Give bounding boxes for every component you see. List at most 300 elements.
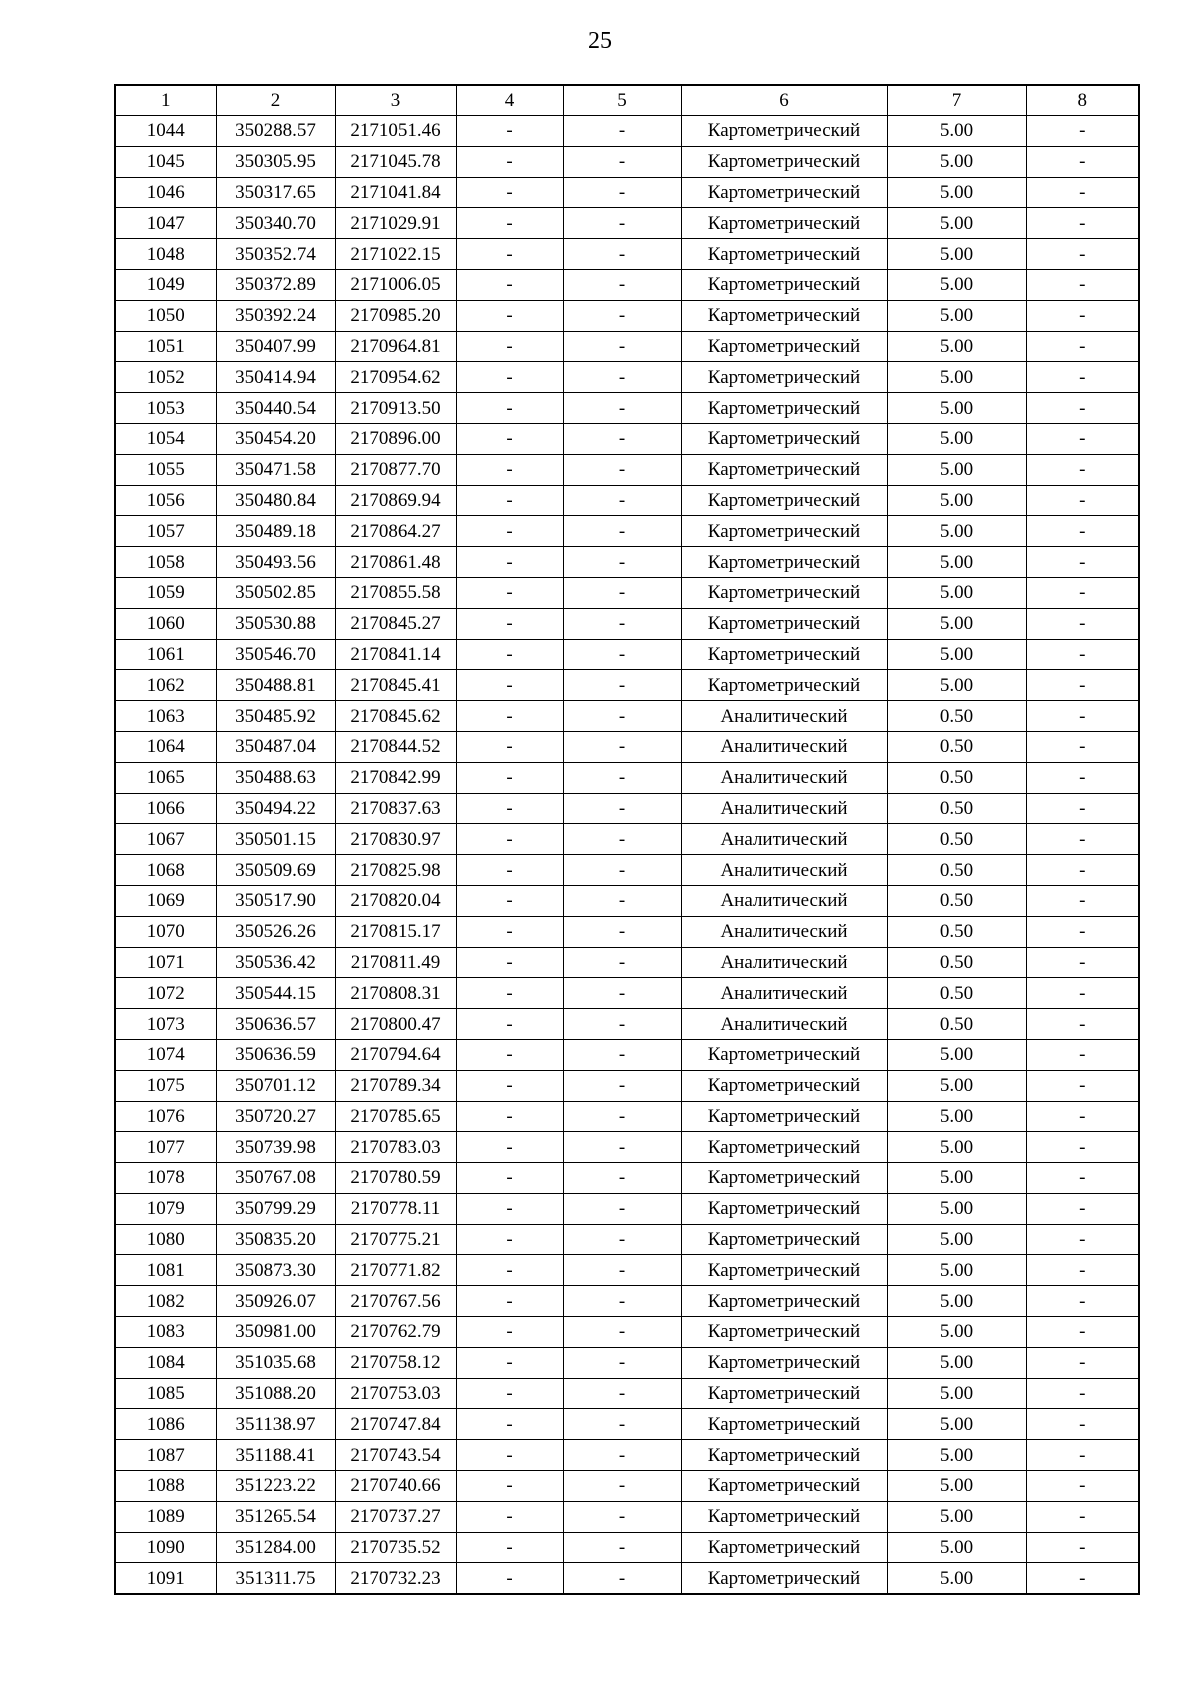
point-number-cell: 1047	[115, 208, 216, 239]
x-coordinate-cell: 351311.75	[216, 1563, 335, 1594]
accuracy-cell: 5.00	[887, 393, 1026, 424]
table-row	[115, 1347, 1139, 1378]
point-number-cell: 1052	[115, 362, 216, 393]
y-coordinate-cell: 2170808.31	[335, 978, 456, 1009]
table-row	[115, 116, 1139, 147]
column-header: 2	[216, 85, 335, 116]
column-8-cell: -	[1026, 978, 1139, 1009]
column-5-cell: -	[563, 331, 681, 362]
column-8-cell: -	[1026, 731, 1139, 762]
y-coordinate-cell: 2170735.52	[335, 1532, 456, 1563]
table-row	[115, 454, 1139, 485]
column-5-cell: -	[563, 639, 681, 670]
y-coordinate-cell: 2170783.03	[335, 1132, 456, 1163]
accuracy-cell: 5.00	[887, 208, 1026, 239]
method-cell: Картометрический	[681, 1409, 887, 1440]
column-5-cell: -	[563, 1563, 681, 1594]
point-number-cell: 1064	[115, 731, 216, 762]
table-row	[115, 300, 1139, 331]
x-coordinate-cell: 350487.04	[216, 731, 335, 762]
column-5-cell: -	[563, 855, 681, 886]
accuracy-cell: 5.00	[887, 1193, 1026, 1224]
column-header: 4	[456, 85, 563, 116]
column-8-cell: -	[1026, 885, 1139, 916]
table-row	[115, 916, 1139, 947]
column-5-cell: -	[563, 824, 681, 855]
column-8-cell: -	[1026, 1039, 1139, 1070]
y-coordinate-cell: 2170845.27	[335, 608, 456, 639]
method-cell: Картометрический	[681, 1440, 887, 1471]
column-4-cell: -	[456, 208, 563, 239]
point-number-cell: 1062	[115, 670, 216, 701]
method-cell: Аналитический	[681, 824, 887, 855]
column-8-cell: -	[1026, 423, 1139, 454]
column-4-cell: -	[456, 1563, 563, 1594]
point-number-cell: 1068	[115, 855, 216, 886]
column-5-cell: -	[563, 1193, 681, 1224]
table-row	[115, 1163, 1139, 1194]
column-8-cell: -	[1026, 516, 1139, 547]
method-cell: Аналитический	[681, 701, 887, 732]
method-cell: Картометрический	[681, 208, 887, 239]
accuracy-cell: 0.50	[887, 1009, 1026, 1040]
y-coordinate-cell: 2170845.62	[335, 701, 456, 732]
y-coordinate-cell: 2171029.91	[335, 208, 456, 239]
point-number-cell: 1080	[115, 1224, 216, 1255]
method-cell: Картометрический	[681, 1255, 887, 1286]
y-coordinate-cell: 2171051.46	[335, 116, 456, 147]
column-5-cell: -	[563, 177, 681, 208]
point-number-cell: 1061	[115, 639, 216, 670]
accuracy-cell: 0.50	[887, 855, 1026, 886]
point-number-cell: 1083	[115, 1317, 216, 1348]
point-number-cell: 1058	[115, 547, 216, 578]
column-8-cell: -	[1026, 577, 1139, 608]
column-5-cell: -	[563, 1317, 681, 1348]
accuracy-cell: 5.00	[887, 1224, 1026, 1255]
column-8-cell: -	[1026, 1255, 1139, 1286]
point-number-cell: 1075	[115, 1070, 216, 1101]
x-coordinate-cell: 350317.65	[216, 177, 335, 208]
column-5-cell: -	[563, 793, 681, 824]
y-coordinate-cell: 2170794.64	[335, 1039, 456, 1070]
table-row	[115, 1039, 1139, 1070]
accuracy-cell: 5.00	[887, 1255, 1026, 1286]
column-5-cell: -	[563, 362, 681, 393]
point-number-cell: 1076	[115, 1101, 216, 1132]
accuracy-cell: 5.00	[887, 1563, 1026, 1594]
x-coordinate-cell: 350414.94	[216, 362, 335, 393]
accuracy-cell: 0.50	[887, 978, 1026, 1009]
point-number-cell: 1072	[115, 978, 216, 1009]
x-coordinate-cell: 351138.97	[216, 1409, 335, 1440]
table-row	[115, 608, 1139, 639]
x-coordinate-cell: 351035.68	[216, 1347, 335, 1378]
point-number-cell: 1091	[115, 1563, 216, 1594]
column-8-cell: -	[1026, 824, 1139, 855]
accuracy-cell: 0.50	[887, 824, 1026, 855]
point-number-cell: 1077	[115, 1132, 216, 1163]
method-cell: Картометрический	[681, 1471, 887, 1502]
column-4-cell: -	[456, 1440, 563, 1471]
y-coordinate-cell: 2170771.82	[335, 1255, 456, 1286]
column-8-cell: -	[1026, 608, 1139, 639]
table-row	[115, 393, 1139, 424]
column-4-cell: -	[456, 1286, 563, 1317]
column-header: 6	[681, 85, 887, 116]
column-8-cell: -	[1026, 331, 1139, 362]
method-cell: Аналитический	[681, 947, 887, 978]
table-row	[115, 577, 1139, 608]
accuracy-cell: 5.00	[887, 1101, 1026, 1132]
x-coordinate-cell: 350873.30	[216, 1255, 335, 1286]
x-coordinate-cell: 350739.98	[216, 1132, 335, 1163]
column-8-cell: -	[1026, 1317, 1139, 1348]
y-coordinate-cell: 2170800.47	[335, 1009, 456, 1040]
point-number-cell: 1081	[115, 1255, 216, 1286]
coordinates-table	[114, 84, 1140, 1595]
column-4-cell: -	[456, 269, 563, 300]
accuracy-cell: 0.50	[887, 793, 1026, 824]
column-8-cell: -	[1026, 916, 1139, 947]
point-number-cell: 1057	[115, 516, 216, 547]
method-cell: Картометрический	[681, 423, 887, 454]
y-coordinate-cell: 2170954.62	[335, 362, 456, 393]
column-8-cell: -	[1026, 1101, 1139, 1132]
x-coordinate-cell: 350767.08	[216, 1163, 335, 1194]
x-coordinate-cell: 350392.24	[216, 300, 335, 331]
column-5-cell: -	[563, 300, 681, 331]
y-coordinate-cell: 2170913.50	[335, 393, 456, 424]
column-5-cell: -	[563, 1255, 681, 1286]
column-8-cell: -	[1026, 1501, 1139, 1532]
y-coordinate-cell: 2170896.00	[335, 423, 456, 454]
y-coordinate-cell: 2170830.97	[335, 824, 456, 855]
accuracy-cell: 5.00	[887, 516, 1026, 547]
column-4-cell: -	[456, 1409, 563, 1440]
column-4-cell: -	[456, 639, 563, 670]
table-row	[115, 1132, 1139, 1163]
method-cell: Картометрический	[681, 485, 887, 516]
table-row	[115, 639, 1139, 670]
point-number-cell: 1066	[115, 793, 216, 824]
column-4-cell: -	[456, 1193, 563, 1224]
method-cell: Картометрический	[681, 547, 887, 578]
method-cell: Картометрический	[681, 1224, 887, 1255]
method-cell: Картометрический	[681, 1101, 887, 1132]
column-4-cell: -	[456, 116, 563, 147]
y-coordinate-cell: 2170845.41	[335, 670, 456, 701]
x-coordinate-cell: 350981.00	[216, 1317, 335, 1348]
column-8-cell: -	[1026, 947, 1139, 978]
point-number-cell: 1060	[115, 608, 216, 639]
accuracy-cell: 0.50	[887, 731, 1026, 762]
y-coordinate-cell: 2170789.34	[335, 1070, 456, 1101]
x-coordinate-cell: 350517.90	[216, 885, 335, 916]
column-5-cell: -	[563, 762, 681, 793]
column-4-cell: -	[456, 1532, 563, 1563]
method-cell: Картометрический	[681, 1132, 887, 1163]
column-8-cell: -	[1026, 1163, 1139, 1194]
column-4-cell: -	[456, 300, 563, 331]
x-coordinate-cell: 350489.18	[216, 516, 335, 547]
method-cell: Картометрический	[681, 1501, 887, 1532]
point-number-cell: 1048	[115, 239, 216, 270]
point-number-cell: 1050	[115, 300, 216, 331]
column-8-cell: -	[1026, 269, 1139, 300]
column-4-cell: -	[456, 146, 563, 177]
y-coordinate-cell: 2170767.56	[335, 1286, 456, 1317]
table-row	[115, 1532, 1139, 1563]
column-8-cell: -	[1026, 639, 1139, 670]
column-4-cell: -	[456, 1163, 563, 1194]
accuracy-cell: 5.00	[887, 485, 1026, 516]
table-row	[115, 824, 1139, 855]
column-4-cell: -	[456, 824, 563, 855]
column-4-cell: -	[456, 423, 563, 454]
column-5-cell: -	[563, 1409, 681, 1440]
column-4-cell: -	[456, 1132, 563, 1163]
x-coordinate-cell: 350494.22	[216, 793, 335, 824]
column-4-cell: -	[456, 608, 563, 639]
column-5-cell: -	[563, 577, 681, 608]
column-8-cell: -	[1026, 1193, 1139, 1224]
column-5-cell: -	[563, 701, 681, 732]
accuracy-cell: 5.00	[887, 1039, 1026, 1070]
y-coordinate-cell: 2170877.70	[335, 454, 456, 485]
x-coordinate-cell: 350493.56	[216, 547, 335, 578]
column-header: 3	[335, 85, 456, 116]
column-5-cell: -	[563, 670, 681, 701]
accuracy-cell: 5.00	[887, 608, 1026, 639]
column-8-cell: -	[1026, 701, 1139, 732]
point-number-cell: 1053	[115, 393, 216, 424]
table-row	[115, 1317, 1139, 1348]
method-cell: Аналитический	[681, 885, 887, 916]
column-4-cell: -	[456, 1378, 563, 1409]
table-row	[115, 855, 1139, 886]
column-8-cell: -	[1026, 1378, 1139, 1409]
y-coordinate-cell: 2170747.84	[335, 1409, 456, 1440]
column-5-cell: -	[563, 885, 681, 916]
method-cell: Картометрический	[681, 146, 887, 177]
column-5-cell: -	[563, 1532, 681, 1563]
column-4-cell: -	[456, 547, 563, 578]
y-coordinate-cell: 2170844.52	[335, 731, 456, 762]
column-5-cell: -	[563, 547, 681, 578]
point-number-cell: 1065	[115, 762, 216, 793]
table-row	[115, 1009, 1139, 1040]
accuracy-cell: 5.00	[887, 1532, 1026, 1563]
table-row	[115, 670, 1139, 701]
x-coordinate-cell: 350546.70	[216, 639, 335, 670]
x-coordinate-cell: 350530.88	[216, 608, 335, 639]
point-number-cell: 1074	[115, 1039, 216, 1070]
table-row	[115, 1286, 1139, 1317]
accuracy-cell: 0.50	[887, 916, 1026, 947]
column-4-cell: -	[456, 1347, 563, 1378]
column-4-cell: -	[456, 670, 563, 701]
method-cell: Картометрический	[681, 300, 887, 331]
column-4-cell: -	[456, 1501, 563, 1532]
x-coordinate-cell: 351088.20	[216, 1378, 335, 1409]
x-coordinate-cell: 350352.74	[216, 239, 335, 270]
method-cell: Картометрический	[681, 269, 887, 300]
column-4-cell: -	[456, 239, 563, 270]
y-coordinate-cell: 2170869.94	[335, 485, 456, 516]
x-coordinate-cell: 350288.57	[216, 116, 335, 147]
x-coordinate-cell: 350536.42	[216, 947, 335, 978]
table-row	[115, 1255, 1139, 1286]
point-number-cell: 1054	[115, 423, 216, 454]
table-row	[115, 146, 1139, 177]
table-header-row	[115, 85, 1139, 116]
point-number-cell: 1089	[115, 1501, 216, 1532]
y-coordinate-cell: 2170753.03	[335, 1378, 456, 1409]
column-8-cell: -	[1026, 146, 1139, 177]
accuracy-cell: 5.00	[887, 1286, 1026, 1317]
y-coordinate-cell: 2170825.98	[335, 855, 456, 886]
x-coordinate-cell: 350636.57	[216, 1009, 335, 1040]
column-5-cell: -	[563, 1101, 681, 1132]
x-coordinate-cell: 350835.20	[216, 1224, 335, 1255]
column-8-cell: -	[1026, 1070, 1139, 1101]
column-4-cell: -	[456, 1009, 563, 1040]
method-cell: Картометрический	[681, 1532, 887, 1563]
point-number-cell: 1079	[115, 1193, 216, 1224]
column-4-cell: -	[456, 885, 563, 916]
x-coordinate-cell: 350799.29	[216, 1193, 335, 1224]
point-number-cell: 1071	[115, 947, 216, 978]
x-coordinate-cell: 350526.26	[216, 916, 335, 947]
point-number-cell: 1069	[115, 885, 216, 916]
x-coordinate-cell: 351284.00	[216, 1532, 335, 1563]
point-number-cell: 1049	[115, 269, 216, 300]
column-header: 5	[563, 85, 681, 116]
y-coordinate-cell: 2171022.15	[335, 239, 456, 270]
method-cell: Картометрический	[681, 116, 887, 147]
column-header: 1	[115, 85, 216, 116]
accuracy-cell: 5.00	[887, 362, 1026, 393]
table-row	[115, 177, 1139, 208]
y-coordinate-cell: 2170811.49	[335, 947, 456, 978]
x-coordinate-cell: 351188.41	[216, 1440, 335, 1471]
x-coordinate-cell: 351223.22	[216, 1471, 335, 1502]
table-row	[115, 239, 1139, 270]
column-5-cell: -	[563, 731, 681, 762]
method-cell: Картометрический	[681, 454, 887, 485]
x-coordinate-cell: 351265.54	[216, 1501, 335, 1532]
column-5-cell: -	[563, 516, 681, 547]
accuracy-cell: 5.00	[887, 547, 1026, 578]
column-5-cell: -	[563, 454, 681, 485]
method-cell: Картометрический	[681, 577, 887, 608]
y-coordinate-cell: 2170985.20	[335, 300, 456, 331]
y-coordinate-cell: 2170841.14	[335, 639, 456, 670]
table-row	[115, 978, 1139, 1009]
column-8-cell: -	[1026, 485, 1139, 516]
accuracy-cell: 0.50	[887, 947, 1026, 978]
y-coordinate-cell: 2170855.58	[335, 577, 456, 608]
column-4-cell: -	[456, 577, 563, 608]
method-cell: Аналитический	[681, 855, 887, 886]
table-row	[115, 331, 1139, 362]
column-5-cell: -	[563, 393, 681, 424]
x-coordinate-cell: 350636.59	[216, 1039, 335, 1070]
x-coordinate-cell: 350488.63	[216, 762, 335, 793]
point-number-cell: 1046	[115, 177, 216, 208]
column-8-cell: -	[1026, 454, 1139, 485]
method-cell: Картометрический	[681, 1317, 887, 1348]
table-row	[115, 1193, 1139, 1224]
method-cell: Картометрический	[681, 1563, 887, 1594]
table-row	[115, 423, 1139, 454]
column-8-cell: -	[1026, 1347, 1139, 1378]
column-8-cell: -	[1026, 855, 1139, 886]
table-row	[115, 1101, 1139, 1132]
column-5-cell: -	[563, 1070, 681, 1101]
x-coordinate-cell: 350480.84	[216, 485, 335, 516]
column-4-cell: -	[456, 978, 563, 1009]
accuracy-cell: 5.00	[887, 1317, 1026, 1348]
accuracy-cell: 5.00	[887, 1409, 1026, 1440]
accuracy-cell: 0.50	[887, 701, 1026, 732]
table-row	[115, 362, 1139, 393]
column-8-cell: -	[1026, 1440, 1139, 1471]
x-coordinate-cell: 350407.99	[216, 331, 335, 362]
column-4-cell: -	[456, 1039, 563, 1070]
table-row	[115, 208, 1139, 239]
y-coordinate-cell: 2170864.27	[335, 516, 456, 547]
column-5-cell: -	[563, 1378, 681, 1409]
method-cell: Картометрический	[681, 1347, 887, 1378]
y-coordinate-cell: 2170732.23	[335, 1563, 456, 1594]
column-8-cell: -	[1026, 793, 1139, 824]
table-row	[115, 885, 1139, 916]
column-4-cell: -	[456, 1317, 563, 1348]
accuracy-cell: 5.00	[887, 1163, 1026, 1194]
method-cell: Картометрический	[681, 393, 887, 424]
y-coordinate-cell: 2170775.21	[335, 1224, 456, 1255]
point-number-cell: 1063	[115, 701, 216, 732]
method-cell: Картометрический	[681, 516, 887, 547]
table-row	[115, 1409, 1139, 1440]
column-5-cell: -	[563, 1347, 681, 1378]
column-5-cell: -	[563, 1471, 681, 1502]
column-8-cell: -	[1026, 362, 1139, 393]
method-cell: Картометрический	[681, 639, 887, 670]
table-row	[115, 1070, 1139, 1101]
point-number-cell: 1088	[115, 1471, 216, 1502]
column-8-cell: -	[1026, 1286, 1139, 1317]
table-row	[115, 269, 1139, 300]
column-5-cell: -	[563, 1501, 681, 1532]
accuracy-cell: 5.00	[887, 177, 1026, 208]
column-8-cell: -	[1026, 208, 1139, 239]
column-8-cell: -	[1026, 1563, 1139, 1594]
table-row	[115, 731, 1139, 762]
column-5-cell: -	[563, 1039, 681, 1070]
column-4-cell: -	[456, 793, 563, 824]
column-4-cell: -	[456, 762, 563, 793]
y-coordinate-cell: 2171045.78	[335, 146, 456, 177]
point-number-cell: 1087	[115, 1440, 216, 1471]
column-8-cell: -	[1026, 762, 1139, 793]
x-coordinate-cell: 350701.12	[216, 1070, 335, 1101]
column-4-cell: -	[456, 916, 563, 947]
column-8-cell: -	[1026, 116, 1139, 147]
accuracy-cell: 5.00	[887, 423, 1026, 454]
